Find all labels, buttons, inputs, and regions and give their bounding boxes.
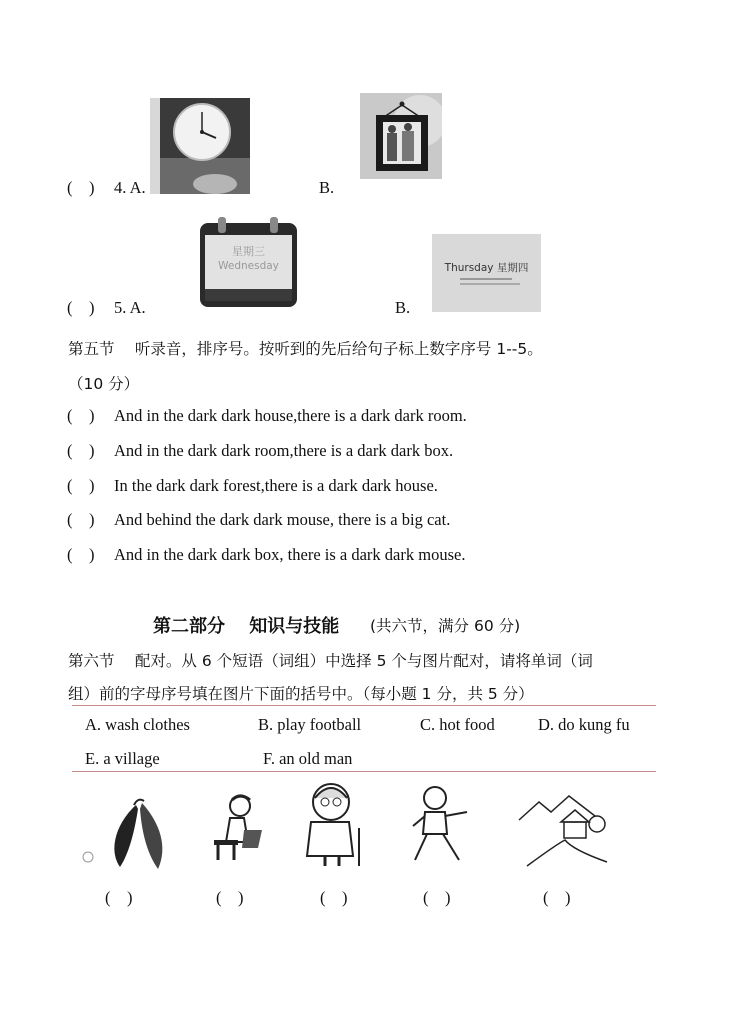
s5-sentence-1: And in the dark dark house,there is a dark dark room. — [114, 406, 467, 425]
s5-paren-5[interactable]: ( ) — [67, 545, 95, 564]
calendar-wednesday — [200, 217, 297, 307]
pic-answer-3[interactable]: ( ) — [320, 888, 348, 907]
option-a: A. wash clothes — [85, 715, 190, 734]
pic-answer-1[interactable]: ( ) — [105, 888, 133, 907]
option-d: D. do kung fu — [538, 715, 630, 734]
s5-sentence-2: And in the dark dark room,there is a dark dark box. — [114, 441, 454, 460]
option-f: F. an old man — [263, 749, 353, 768]
pic-answer-4[interactable]: ( ) — [423, 888, 451, 907]
s5-sentence-3: In the dark dark forest,there is a dark dark house. — [114, 476, 438, 495]
q4-label: 4. A. — [114, 178, 146, 197]
s5-paren-2[interactable]: ( ) — [67, 441, 95, 460]
pic-answer-2[interactable]: ( ) — [216, 888, 244, 907]
section5-score: （10 分） — [68, 375, 140, 393]
clock-picture — [150, 98, 250, 194]
thursday-card-text: Thursday 星期四 — [444, 262, 529, 274]
options-top-rule — [72, 705, 656, 706]
part2-subtitle: (共六节，满分 60 分) — [370, 617, 521, 635]
section5-title: 第五节 听录音，排序号。按听到的先后给句子标上数字序号 1--5。 — [68, 340, 543, 358]
section6-line1: 第六节 配对。从 6 个短语（词组）中选择 5 个与图片配对，请将单词（词 — [68, 652, 593, 670]
options-bottom-rule — [72, 771, 656, 772]
q4-b-label: B. — [319, 178, 335, 197]
pic-answer-5[interactable]: ( ) — [543, 888, 571, 907]
calendar-day-en: Wednesday — [218, 260, 279, 272]
s5-paren-4[interactable]: ( ) — [67, 510, 95, 529]
section6-line2: 组）前的字母序号填在图片下面的括号中。（每小题 1 分，共 5 分） — [68, 685, 534, 703]
s5-sentence-4: And behind the dark dark mouse, there is a big cat. — [114, 510, 451, 529]
part2-title: 第二部分 知识与技能 — [153, 616, 340, 637]
wash-clothes-picture — [208, 790, 272, 870]
village-picture — [517, 790, 613, 868]
s5-paren-1[interactable]: ( ) — [67, 406, 95, 425]
s5-sentence-5: And in the dark dark box, there is a dark dark mouse. — [114, 545, 466, 564]
option-c: C. hot food — [420, 715, 495, 734]
option-e: E. a village — [85, 749, 160, 768]
thursday-card — [432, 234, 541, 312]
hot-food-picture — [76, 795, 194, 873]
old-man-picture — [295, 778, 375, 868]
q5-label: 5. A. — [114, 298, 146, 317]
q5-b-label: B. — [395, 298, 411, 317]
option-b: B. play football — [258, 715, 362, 734]
kung-fu-picture — [405, 782, 475, 868]
q4-answer-paren[interactable]: ( ) — [67, 178, 95, 197]
q5-answer-paren[interactable]: ( ) — [67, 298, 95, 317]
calendar-day-cn: 星期三 — [232, 245, 265, 258]
s5-paren-3[interactable]: ( ) — [67, 476, 95, 495]
photo-frame-picture — [360, 93, 442, 179]
